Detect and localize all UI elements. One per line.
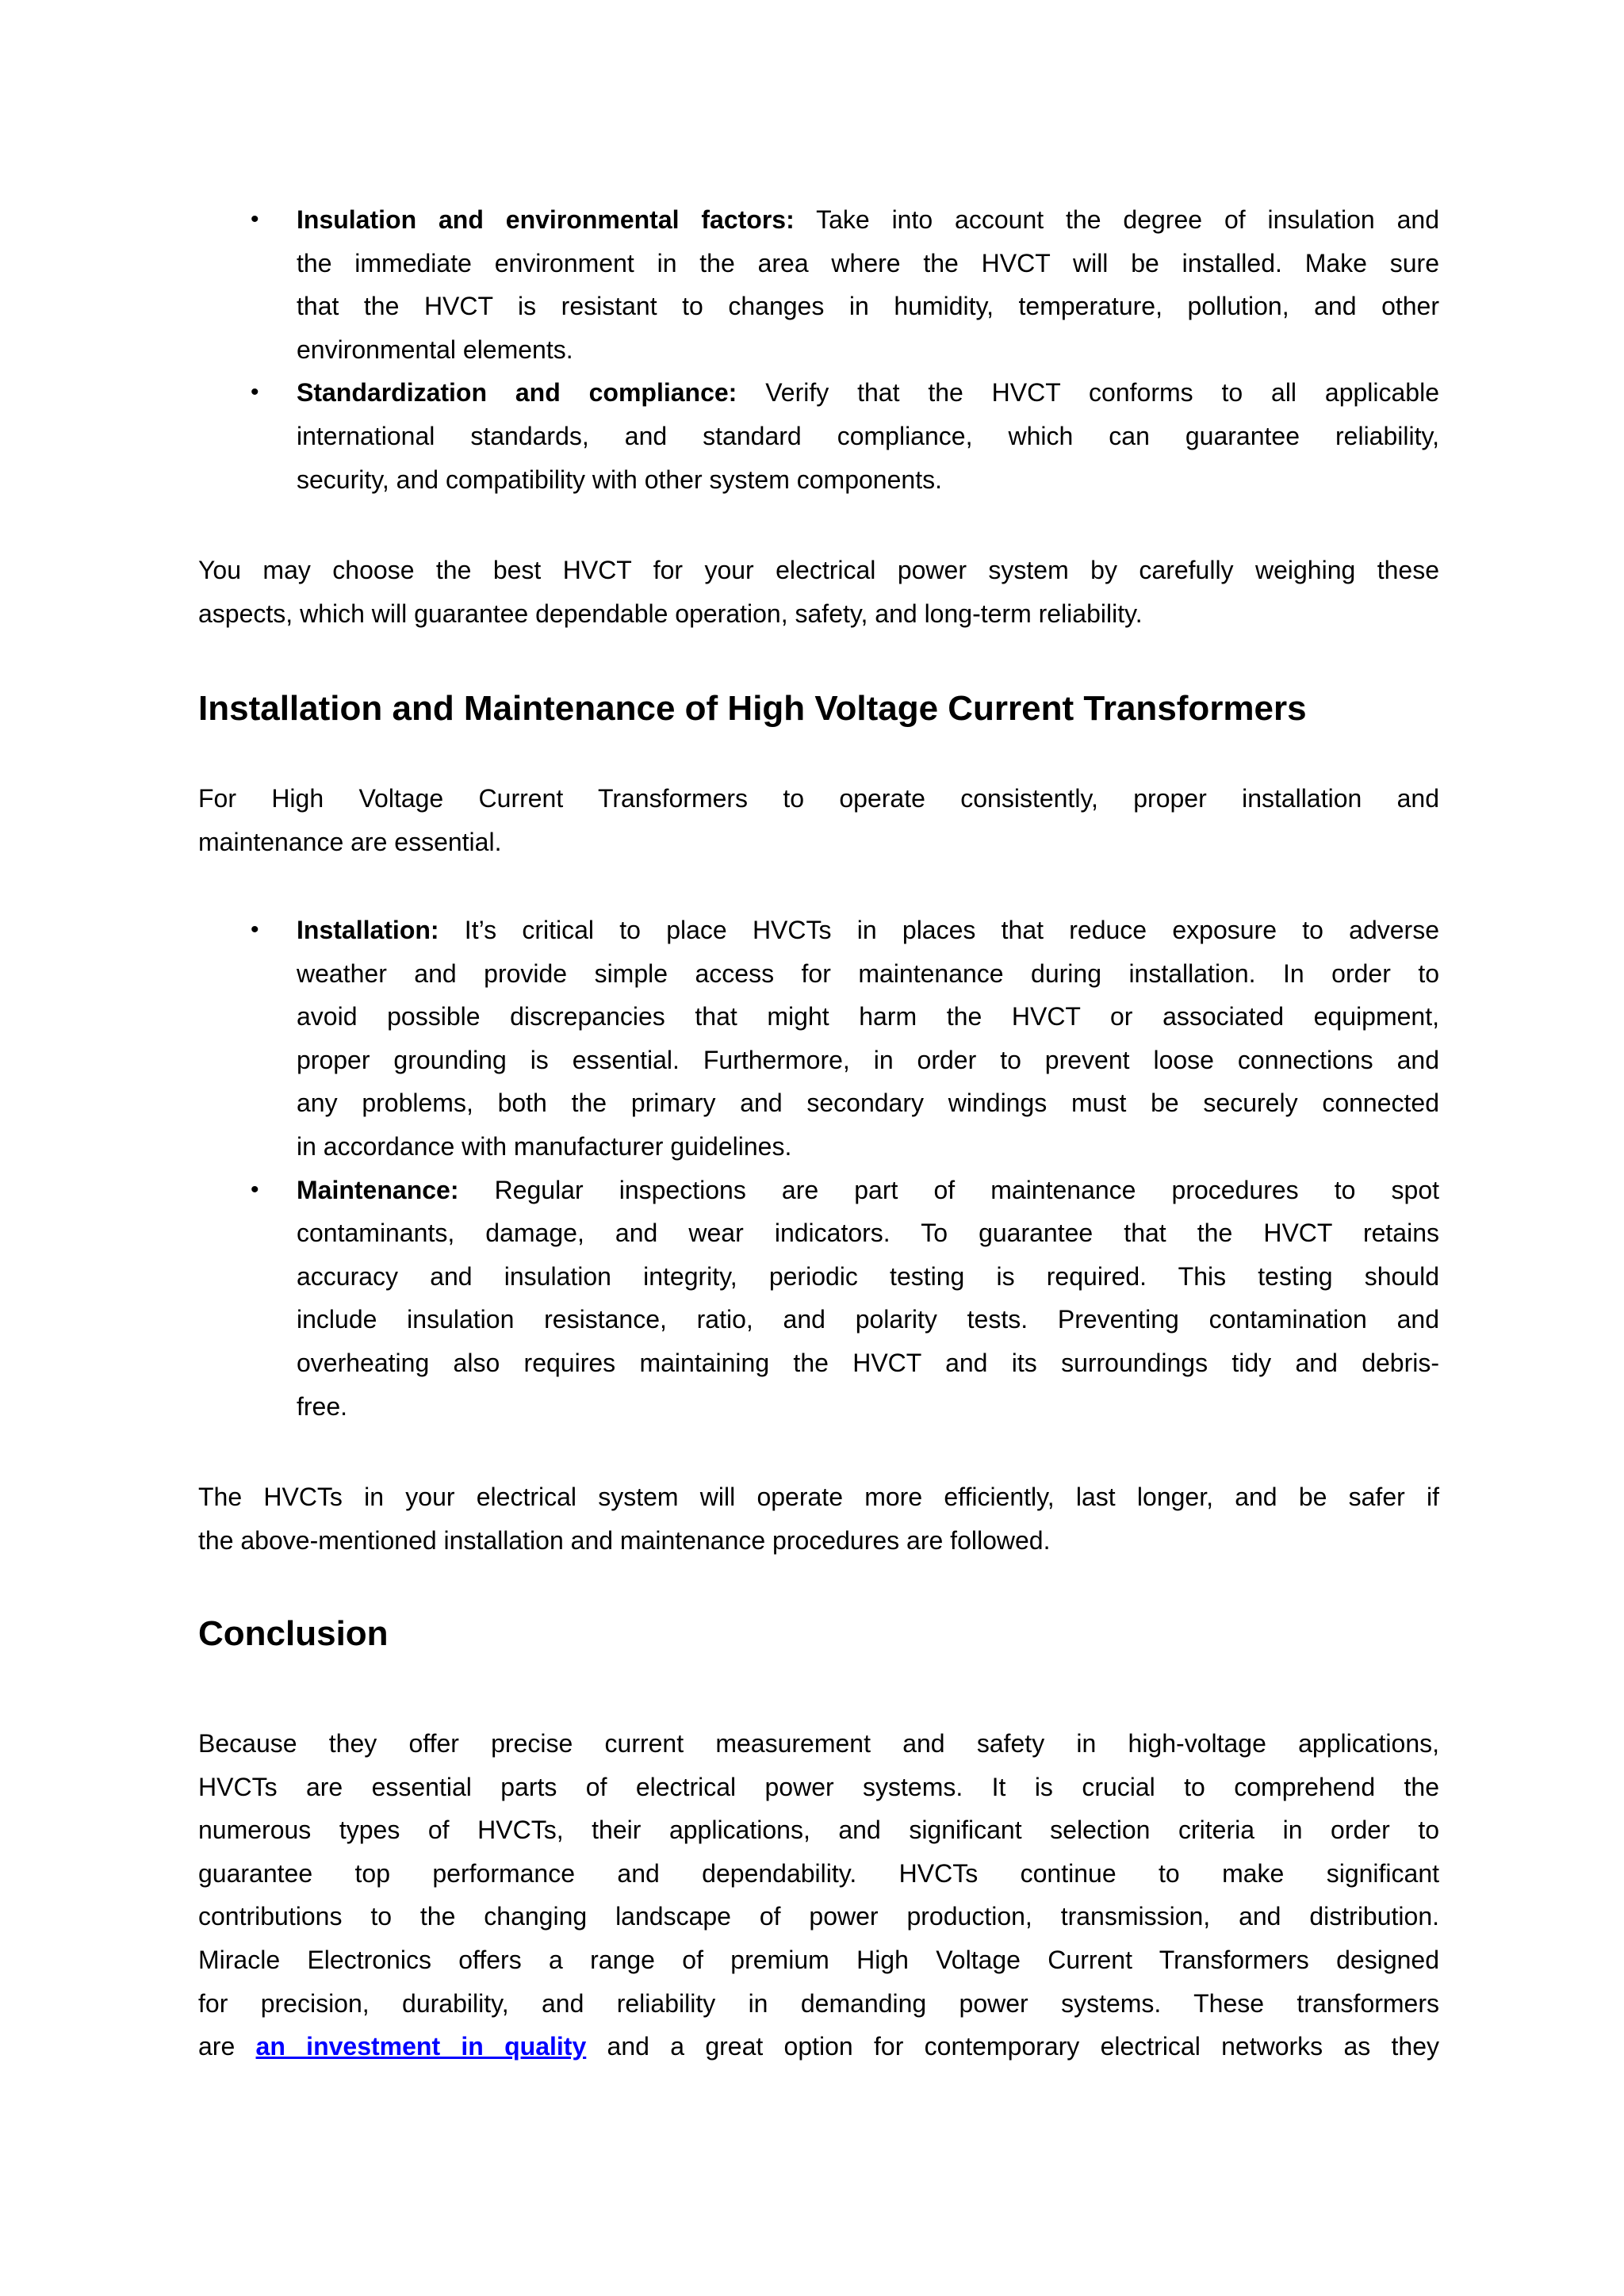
list-item (251, 1169, 1439, 1429)
text-line (297, 371, 1439, 415)
bullet-icon: • (251, 1176, 259, 1203)
list-item (251, 198, 1440, 371)
text: are (198, 2032, 256, 2061)
item-text: Verify that the HVCT conforms to all applicable (737, 378, 1440, 408)
paragraph-intro (198, 777, 1439, 863)
text-line: aspects, which will guarantee dependable operation, safety, and long-term reliability. (198, 599, 1143, 628)
text-line (297, 1169, 1439, 1212)
text-line: that the HVCT is resistant to changes in humidity, temperature, pollution, and other (297, 292, 1439, 321)
item-text: Regular inspections are part of maintenance procedures to spot (458, 1175, 1439, 1204)
text-line: the above-mentioned installation and maintenance procedures are followed. (198, 1525, 1051, 1555)
text-line: for precision, durability, and reliability in demanding power systems. These transformers (198, 1988, 1439, 2018)
list-item (251, 909, 1439, 1169)
text-line: numerous types of HVCTs, their applications, and significant selection criteria in order to (198, 1816, 1439, 1845)
text-line: any problems, both the primary and secondary windings must be securely connected (297, 1089, 1439, 1118)
item-label: Standardization and compliance: (297, 378, 737, 408)
text-line: The HVCTs in your electrical system will operate more efficiently, last longer, and be safer if (198, 1483, 1439, 1511)
item-text: Take into account the degree of insulation and (794, 205, 1440, 234)
item-label: Insulation and environmental factors: (297, 205, 795, 234)
investment-in-quality-link[interactable]: an investment in quality (255, 2032, 587, 2061)
bullet-list-installation-maintenance (251, 909, 1439, 1428)
text-line: For High Voltage Current Transformers to operate consistently, proper installation and (198, 784, 1439, 813)
item-label: Maintenance: (297, 1175, 459, 1204)
text-line: security, and compatibility with other system components. (297, 465, 942, 494)
text-line: free. (297, 1391, 348, 1421)
text-line (297, 909, 1439, 952)
text-line: Miracle Electronics offers a range of premium High Voltage Current Transformers designed (198, 1945, 1439, 1974)
text-line: contaminants, damage, and wear indicators. To guarantee that the HVCT retains (297, 1219, 1439, 1248)
text: and a great option for contemporary electrical networks as they (586, 2032, 1440, 2061)
text-line: HVCTs are essential parts of electrical power systems. It is crucial to comprehend the (198, 1772, 1439, 1801)
text-line: avoid possible discrepancies that might harm the HVCT or associated equipment, (297, 1002, 1439, 1031)
heading-conclusion: Conclusion (198, 1614, 389, 1653)
paragraph-outcome (198, 1475, 1439, 1562)
text-line: in accordance with manufacturer guidelines. (297, 1131, 792, 1161)
item-text: It’s critical to place HVCTs in places that reduce exposure to adverse (439, 916, 1439, 944)
text-line: Because they offer precise current measurement and safety in high-voltage applications, (198, 1729, 1439, 1758)
text-line (297, 198, 1439, 242)
list-item (251, 371, 1440, 501)
paragraph-summary (198, 549, 1439, 635)
text-line: international standards, and standard compliance, which can guarantee reliability, (297, 421, 1439, 450)
bullet-icon: • (251, 916, 259, 943)
text-line: maintenance are essential. (198, 827, 502, 856)
bullet-list-selection-factors (251, 198, 1440, 501)
bullet-icon: • (251, 379, 259, 406)
text-line: environmental elements. (297, 335, 573, 364)
item-label: Installation: (297, 916, 439, 944)
text-line: accuracy and insulation integrity, periodic testing is required. This testing should (297, 1261, 1439, 1291)
text-line: guarantee top performance and dependability. HVCTs continue to make significant (198, 1858, 1439, 1888)
paragraph-conclusion (198, 1722, 1439, 2068)
text-line: the immediate environment in the area where the HVCT will be installed. Make sure (297, 248, 1439, 277)
text-line (198, 2025, 1439, 2068)
text-line: contributions to the changing landscape of power production, transmission, and distribution. (198, 1902, 1439, 1931)
text-line: You may choose the best HVCT for your electrical power system by carefully weighing these (198, 556, 1439, 584)
text-line: proper grounding is essential. Furthermore, in order to prevent loose connections and (297, 1045, 1439, 1074)
bullet-icon: • (251, 206, 259, 232)
text-line: weather and provide simple access for maintenance during installation. In order to (297, 959, 1439, 988)
heading-installation-maintenance: Installation and Maintenance of High Voltage Current Transformers (198, 689, 1307, 728)
text-line: overheating also requires maintaining the HVCT and its surroundings tidy and debris- (297, 1348, 1439, 1377)
text-line: include insulation resistance, ratio, and polarity tests. Preventing contamination and (297, 1305, 1439, 1334)
